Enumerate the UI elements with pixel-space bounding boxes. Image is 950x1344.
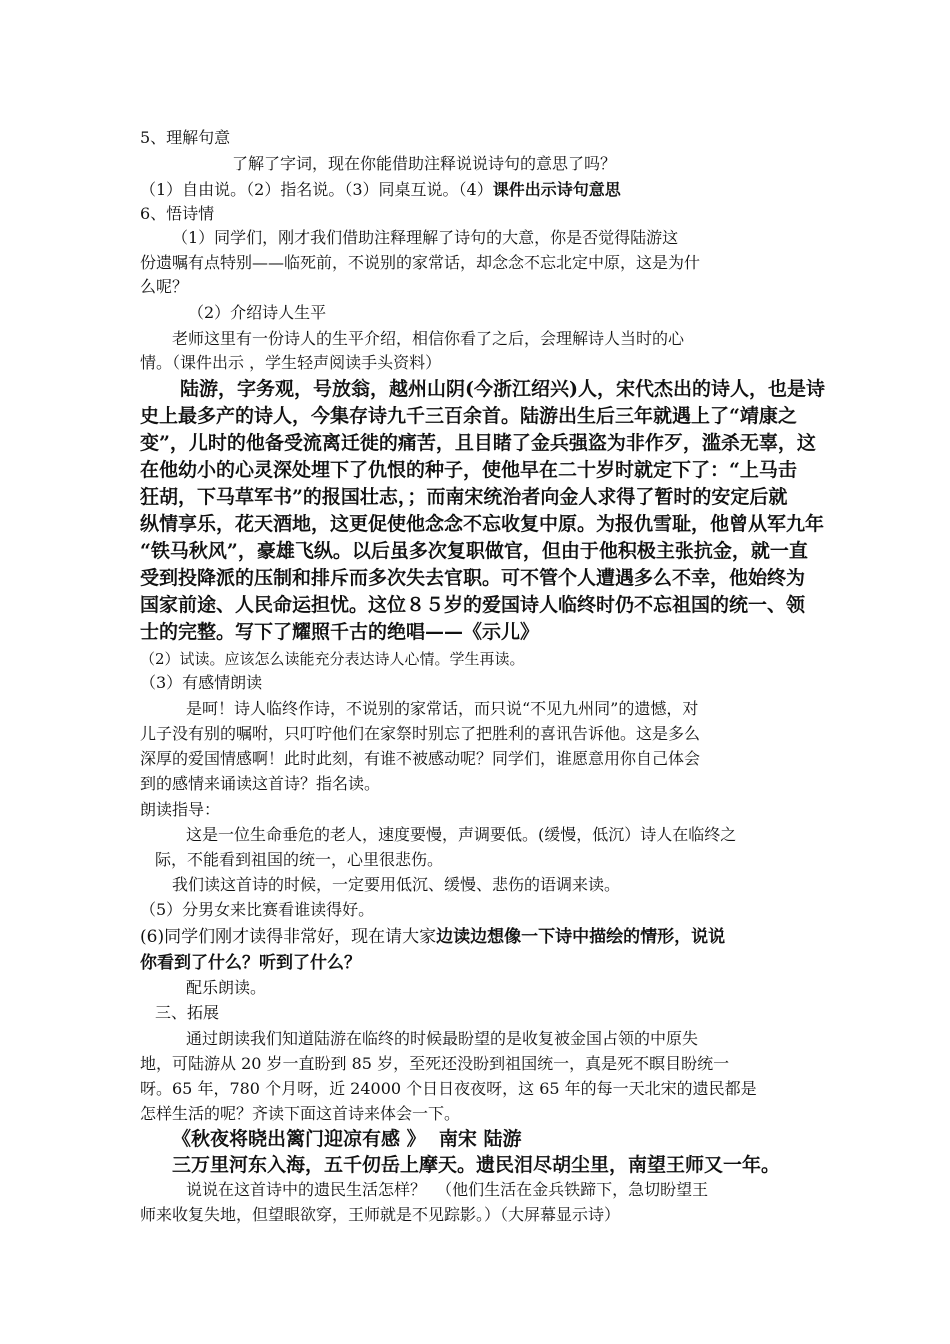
paragraph: 际，不能看到祖国的统一，心里很悲伤。	[155, 850, 444, 869]
paragraph: 说说在这首诗中的遗民生活怎样？ （他们生活在金兵铁蹄下，急切盼望王	[186, 1180, 709, 1199]
paragraph: 了解了字词，现在你能借助注释说说诗句的意思了吗？	[232, 154, 617, 173]
paragraph: 怎样生活的呢？齐读下面这首诗来体会一下。	[140, 1104, 461, 1123]
section-heading-feel: 6、悟诗情	[140, 204, 215, 223]
paragraph	[140, 178, 621, 202]
paragraph: 通过朗读我们知道陆游在临终的时候最盼望的是收复被金国占领的中原失	[186, 1029, 699, 1048]
bio-line: 变”，儿时的他备受流离迁徙的痛苦，且目睹了金兵强盗为非作歹，滥杀无辜，这	[140, 432, 816, 454]
paragraph: 你看到了什么？听到了什么？	[140, 953, 361, 973]
paragraph: 师来收复失地，但望眼欲穿，王师就是不见踪影。）（大屏幕显示诗）	[140, 1205, 621, 1224]
methods-bold: 课件出示诗句意思	[492, 180, 621, 199]
paragraph: （1）同学们，刚才我们借助注释理解了诗句的大意，你是否觉得陆游这	[172, 228, 679, 247]
paragraph: 份遗嘱有点特别——临死前，不说别的家常话，却念念不忘北定中原，这是为什	[140, 253, 701, 272]
q6-text: (6)同学们刚才读得非常好，现在请大家	[140, 927, 437, 947]
bio-line: “铁马秋风”，豪雄飞纵。以后虽多次复职做官，但由于他积极主张抗金，就一直	[140, 540, 808, 562]
bio-line: 在他幼小的心灵深处埋下了仇恨的种子，使他早在二十岁时就定下了：“上马击	[140, 459, 797, 481]
paragraph: 地，可陆游从 20 岁一直盼到 85 岁，至死还没盼到祖国统一，真是死不瞑目盼统一	[140, 1054, 730, 1073]
methods-text: （1）自由说。（2）指名说。（3）同桌互说。（4）	[140, 180, 493, 199]
paragraph: 情。（课件出示 ，学生轻声阅读手头资料）	[140, 353, 442, 372]
bio-line: 狂胡，下马草军书”的报国壮志，；而南宋统治者向金人求得了暂时的安定后就	[140, 486, 788, 508]
subheading-emotional-reading: （3）有感情朗读	[140, 673, 263, 692]
paragraph: 儿子没有别的嘱咐，只叮咛他们在家祭时别忘了把胜利的喜讯告诉他。这是多么	[140, 724, 701, 743]
paragraph: 呀。65 年，780 个月呀，近 24000 个日日夜夜呀，这 65 年的每一天北宋的遗民都是	[140, 1079, 757, 1098]
bio-line: 受到投降派的压制和排斥而多次失去官职。可不管个人遭遇多么不幸，他始终为	[140, 567, 806, 589]
paragraph: 我们读这首诗的时候，一定要用低沉、缓慢、悲伤的语调来读。	[172, 875, 621, 894]
paragraph: （5）分男女来比赛看谁读得好。	[140, 900, 375, 919]
subheading-poet-intro: （2）介绍诗人生平	[188, 303, 327, 322]
subheading-reading-guide: 朗读指导：	[140, 800, 221, 819]
q6-bold: 边读边想像一下诗中描绘的情形，说说	[436, 927, 726, 947]
paragraph: （2）试读。应该怎么读能充分表达诗人心情。学生再读。	[140, 650, 525, 668]
paragraph: 是呵！诗人临终作诗，不说别的家常话，而只说“不见九州同”的遗憾，对	[186, 699, 699, 718]
paragraph	[140, 925, 725, 949]
bio-line: 士的完整。写下了耀照千古的绝唱——《示儿》	[140, 621, 540, 643]
section-heading-understand: 5、理解句意	[140, 128, 231, 147]
bio-line: 国家前途、人民命运担忧。这位８５岁的爱国诗人临终时仍不忘祖国的统一、领	[140, 594, 806, 616]
bio-line: 纵情享乐，花天酒地，这更促使他念念不忘收复中原。为报仇雪耻，他曾从军九年	[140, 513, 825, 535]
paragraph: 深厚的爱国情感啊！此时此刻，有谁不被感动呢？同学们，谁愿意用你自己体会	[140, 749, 701, 768]
poem-title: 《秋夜将晓出篱门迎凉有感 》 南宋 陆游	[172, 1128, 522, 1150]
paragraph: 老师这里有一份诗人的生平介绍，相信你看了之后，会理解诗人当时的心	[172, 329, 685, 348]
paragraph: 这是一位生命垂危的老人，速度要慢，声调要低。(缓慢，低沉）诗人在临终之	[186, 825, 737, 844]
paragraph: 到的感情来诵读这首诗？指名读。	[140, 774, 381, 793]
bio-line: 陆游，字务观，号放翁，越州山阴(今浙江绍兴)人，宋代杰出的诗人，也是诗	[180, 378, 825, 400]
bio-line: 史上最多产的诗人，今集存诗九千三百余首。陆游出生后三年就遇上了“靖康之	[140, 405, 797, 427]
paragraph: 配乐朗读。	[186, 978, 267, 997]
paragraph: 么呢？	[140, 277, 189, 296]
poem-line: 三万里河东入海，五千仞岳上摩天。遗民泪尽胡尘里，南望王师又一年。	[172, 1154, 781, 1176]
section-heading-extension: 三、拓展	[155, 1003, 220, 1022]
